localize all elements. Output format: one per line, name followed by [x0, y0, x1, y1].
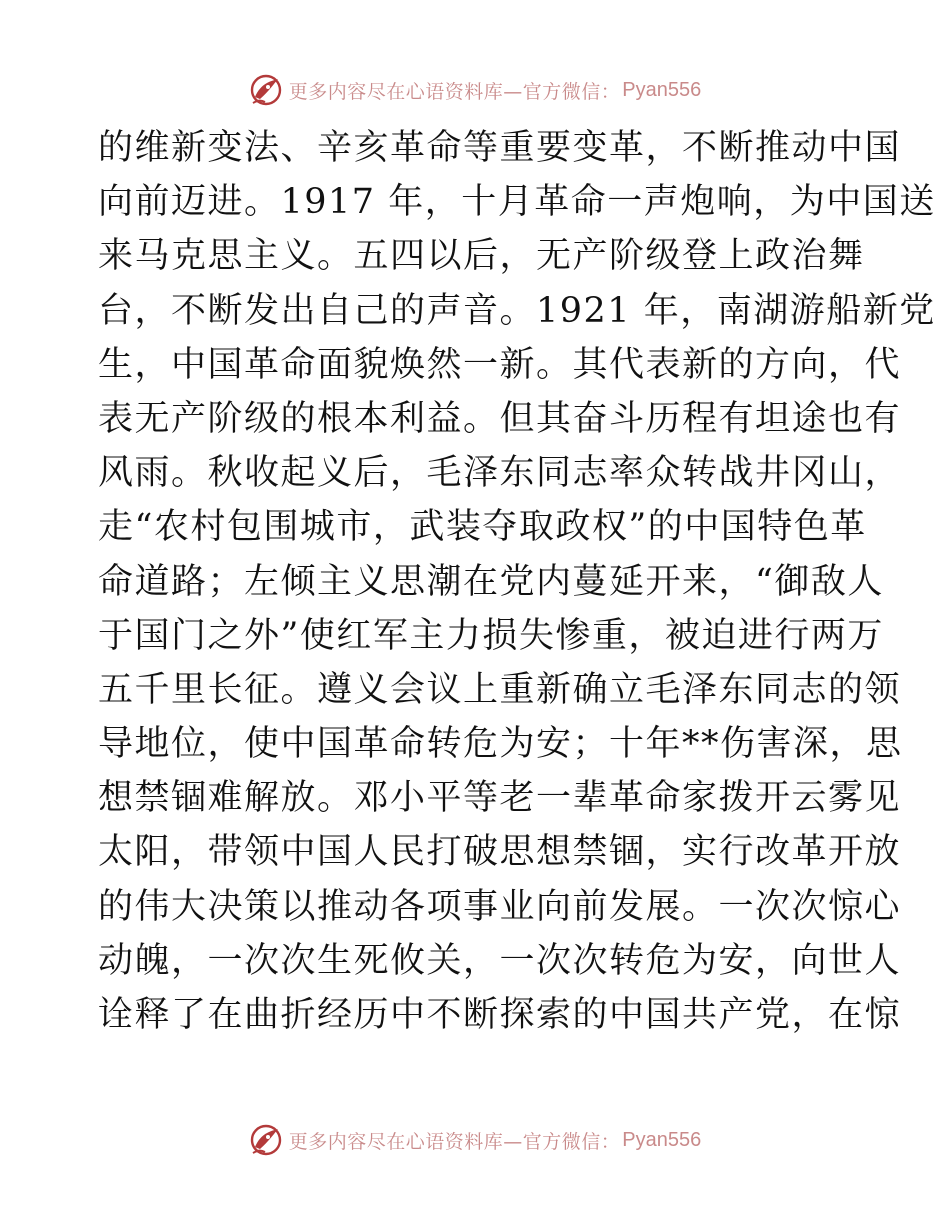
- text-line: 于国门之外”使红军主力损失惨重，被迫进行两万: [98, 615, 884, 656]
- text-line: 动魄，一次次生死攸关，一次次转危为安，向世人: [98, 940, 902, 981]
- text-line: 命道路；左倾主义思潮在党内蔓延开来，“御敌人: [98, 561, 884, 602]
- text-line: 风雨。秋收起义后，毛泽东同志率众转战井冈山，: [98, 453, 902, 494]
- watermark-handle: Pyan556: [622, 78, 702, 101]
- document-body: [98, 121, 936, 1042]
- text-line: 想禁锢难解放。邓小平等老一辈革命家拨开云雾见: [98, 778, 902, 819]
- header-watermark: [0, 70, 950, 110]
- text-line: 台，不断发出自己的声音。1921 年，南湖游船新党: [98, 290, 936, 331]
- text-line: 太阳，带领中国人民打破思想禁锢，实行改革开放: [98, 832, 902, 873]
- watermark-handle: Pyan556: [622, 1128, 702, 1151]
- text-line: 的维新变法、辛亥革命等重要变革，不断推动中国: [98, 128, 902, 168]
- text-line: 的伟大决策以推动各项事业向前发展。一次次惊心: [98, 886, 902, 927]
- pen-nib-logo-icon: [249, 73, 283, 107]
- footer-watermark: [0, 1120, 950, 1160]
- text-line: 走“农村包围城市，武装夺取政权”的中国特色革: [98, 507, 867, 548]
- watermark-text: 更多内容尽在心语资料库—官方微信：: [288, 1130, 621, 1153]
- text-line: 向前迈进。1917 年，十月革命一声炮响，为中国送: [98, 182, 936, 223]
- text-line: 生，中国革命面貌焕然一新。其代表新的方向，代: [98, 344, 902, 385]
- text-line: 导地位，使中国革命转危为安；十年**伤害深，思: [98, 724, 903, 765]
- text-line: 五千里长征。遵义会议上重新确立毛泽东同志的领: [98, 669, 902, 710]
- text-line: 诠释了在曲折经历中不断探索的中国共产党，在惊: [98, 995, 902, 1035]
- pen-nib-logo-icon: [249, 1123, 283, 1157]
- text-line: 来马克思主义。五四以后，无产阶级登上政治舞: [98, 236, 865, 277]
- text-line: 表无产阶级的根本利益。但其奋斗历程有坦途也有: [98, 398, 902, 439]
- watermark-text: 更多内容尽在心语资料库—官方微信：: [288, 80, 621, 103]
